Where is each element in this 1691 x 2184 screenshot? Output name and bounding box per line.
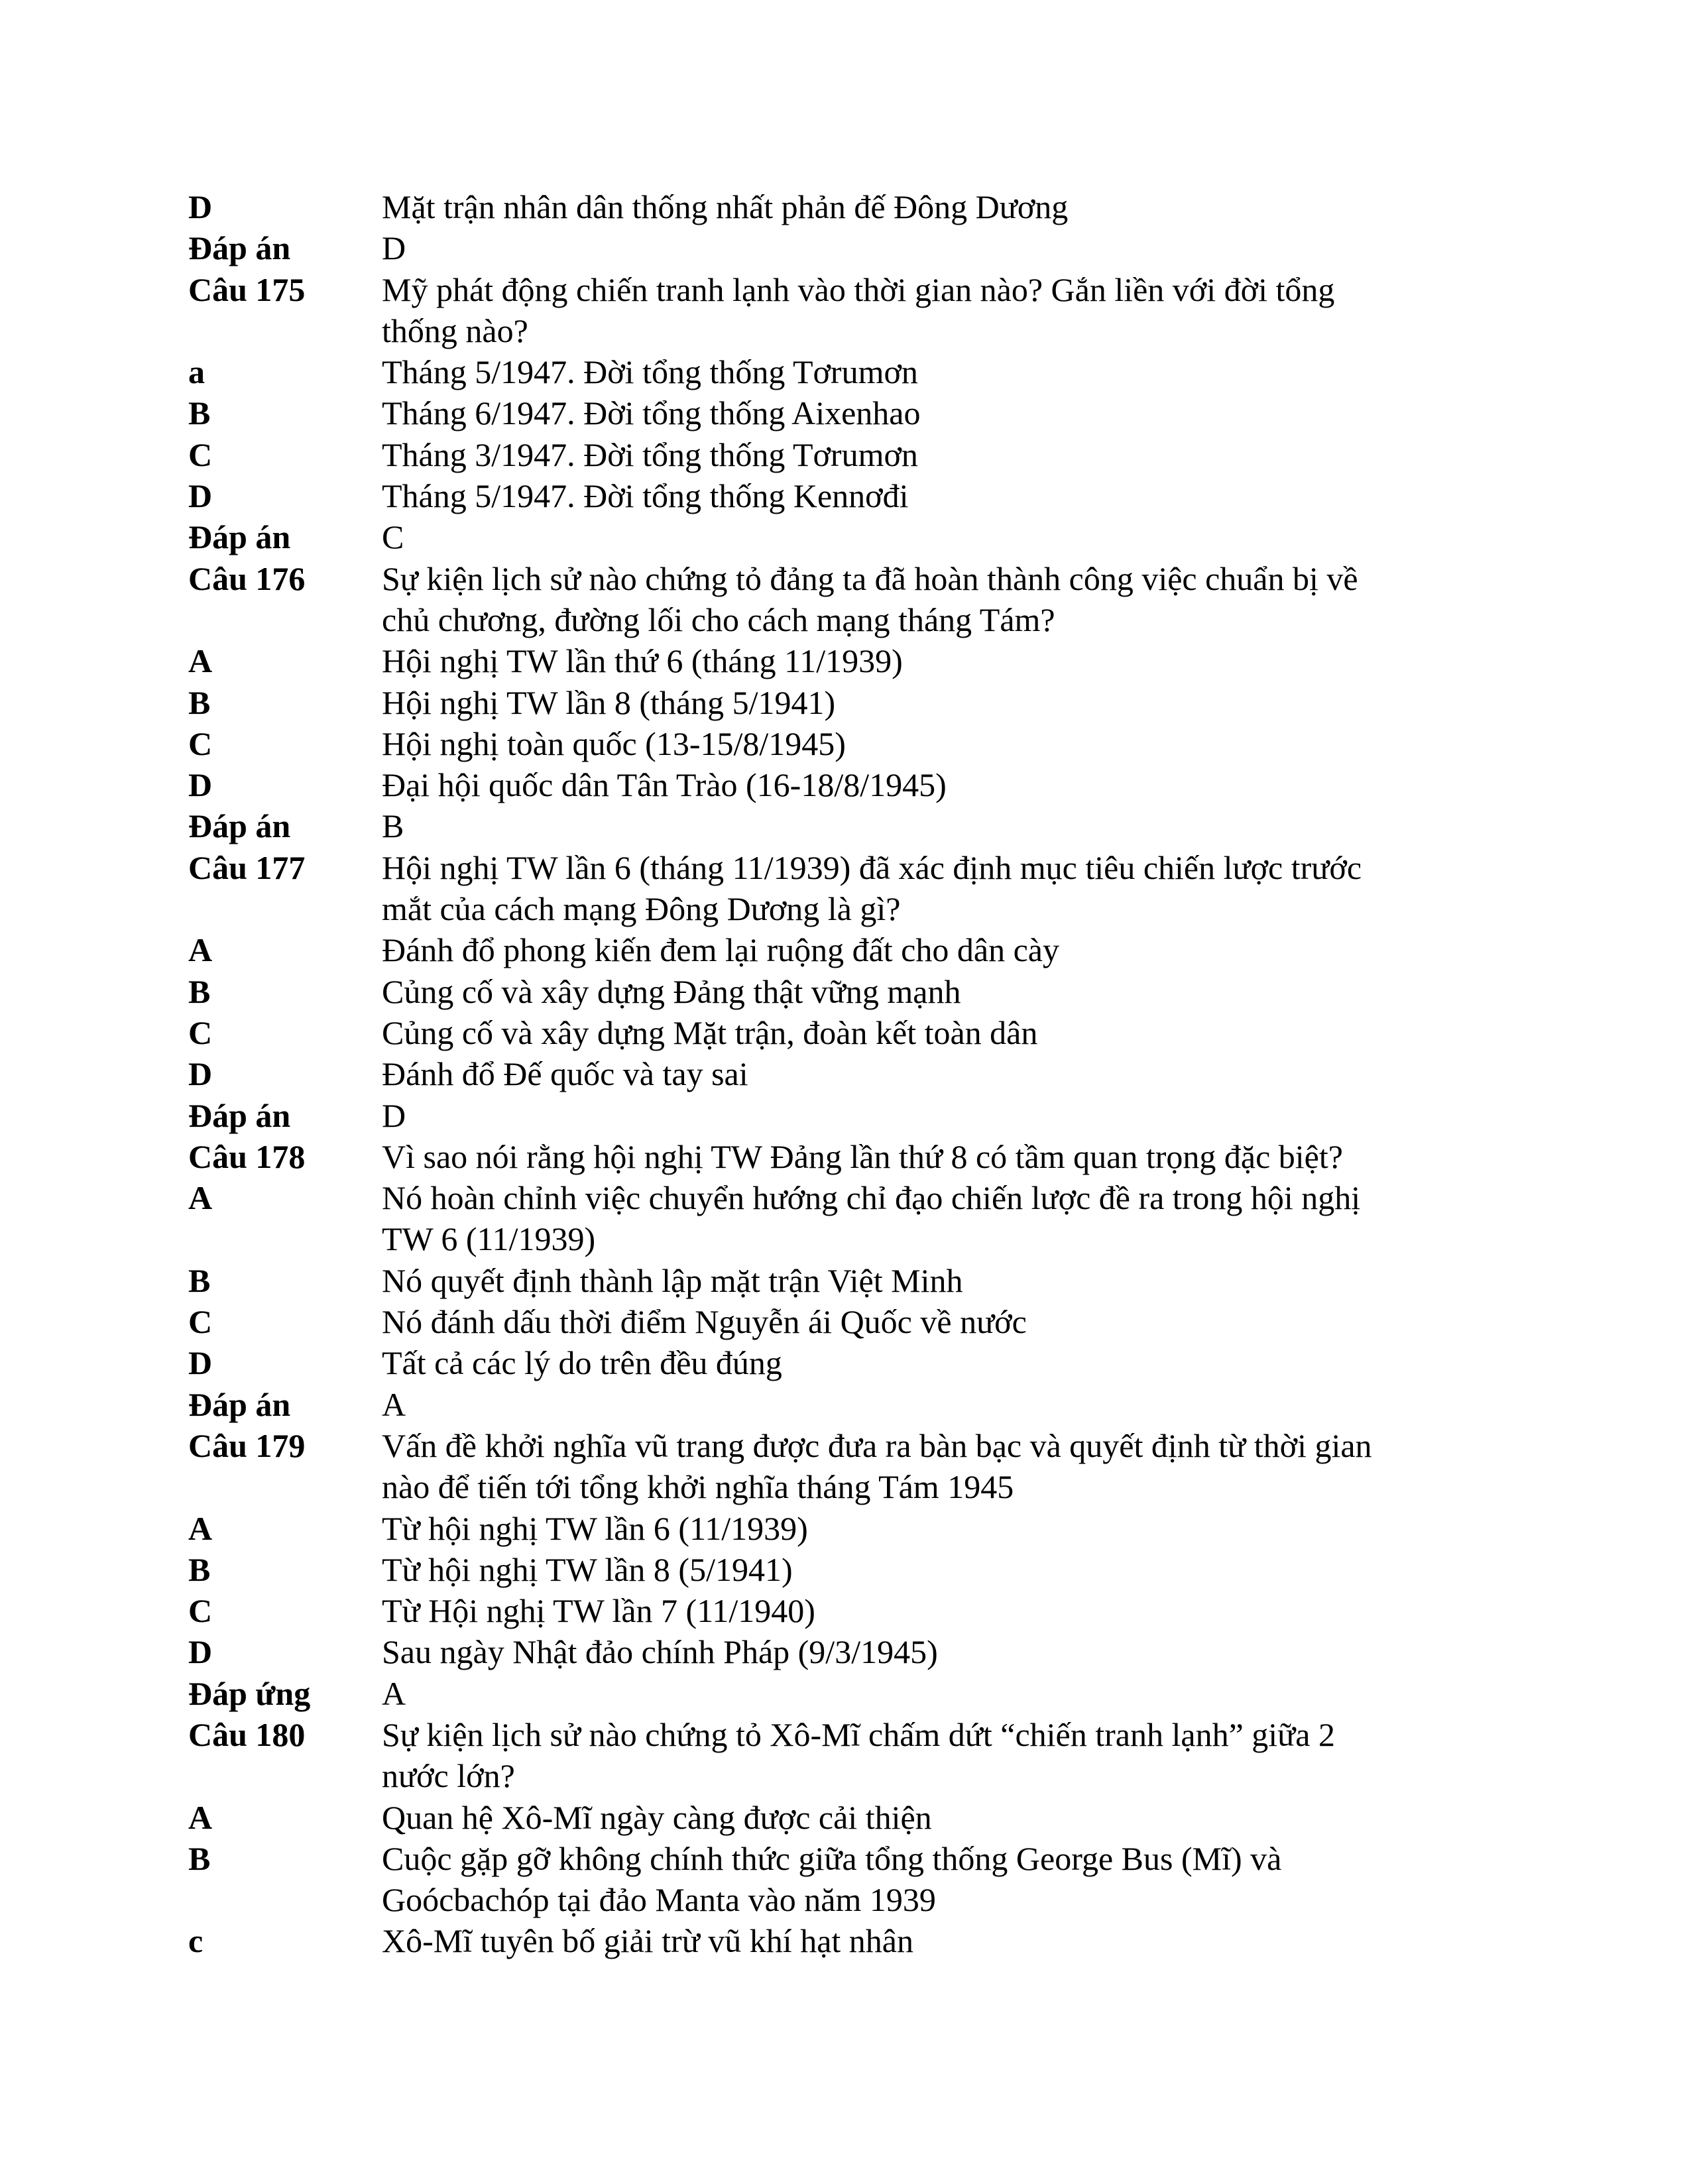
row-text-line: Tháng 5/1947. Đời tổng thống Kennơđi xyxy=(382,477,909,515)
row-label: B xyxy=(188,683,211,721)
question-row xyxy=(188,351,1514,392)
row-text xyxy=(382,1549,1661,1590)
row-text-line: Sự kiện lịch sử nào chứng tỏ Xô-Mĩ chấm dứt “chiến tranh lạnh” giữa 2 xyxy=(382,1715,1335,1753)
question-row xyxy=(188,1260,1514,1301)
row-text-line: B xyxy=(382,807,404,845)
question-row xyxy=(188,1095,1514,1136)
row-label: Đáp án xyxy=(188,1385,291,1423)
question-row xyxy=(188,1838,1514,1921)
row-text xyxy=(382,269,1661,352)
question-row xyxy=(188,1631,1514,1672)
row-label: Câu 175 xyxy=(188,270,306,308)
row-text xyxy=(382,1838,1661,1921)
row-text-line: Vì sao nói rằng hội nghị TW Đảng lần thứ 8 có tầm quan trọng đặc biệt? xyxy=(382,1137,1343,1175)
row-text-line: Đánh đổ Đế quốc và tay sai xyxy=(382,1055,748,1093)
question-row xyxy=(188,1012,1514,1053)
row-text xyxy=(382,434,1661,475)
row-text-line: Hội nghị TW lần 6 (tháng 11/1939) đã xác định mục tiêu chiến lược trước xyxy=(382,848,1362,886)
row-text xyxy=(382,227,1661,268)
row-text xyxy=(382,1012,1661,1053)
row-label: C xyxy=(188,724,213,762)
row-label: Đáp án xyxy=(188,518,291,556)
row-text-line: chủ chương, đường lối cho cách mạng tháng Tám? xyxy=(382,601,1055,638)
row-text-line: Tất cả các lý do trên đều đúng xyxy=(382,1344,782,1382)
row-label: A xyxy=(188,931,213,969)
row-label: D xyxy=(188,1344,213,1382)
question-list xyxy=(188,186,1514,1962)
row-label: Câu 177 xyxy=(188,848,306,886)
question-row xyxy=(188,1714,1514,1797)
row-text xyxy=(382,1673,1661,1714)
question-row xyxy=(188,1508,1514,1549)
question-row xyxy=(188,475,1514,516)
row-text xyxy=(382,1797,1661,1838)
row-text-line: Đánh đổ phong kiến đem lại ruộng đất cho dân cày xyxy=(382,931,1059,969)
row-label: B xyxy=(188,972,211,1010)
row-text-line: nước lớn? xyxy=(382,1757,515,1795)
row-label: D xyxy=(188,188,213,225)
row-text-line: Goócbachóp tại đảo Manta vào năm 1939 xyxy=(382,1881,936,1919)
question-row xyxy=(188,1425,1514,1508)
row-text xyxy=(382,516,1661,557)
question-row xyxy=(188,1920,1514,1961)
row-text-line: Sự kiện lịch sử nào chứng tỏ đảng ta đã hoàn thành công việc chuẩn bị về xyxy=(382,559,1358,597)
row-text xyxy=(382,475,1661,516)
row-label: B xyxy=(188,1839,211,1877)
row-text-line: Cuộc gặp gỡ không chính thức giữa tổng thống George Bus (Mĩ) và xyxy=(382,1839,1282,1877)
row-label: A xyxy=(188,642,213,680)
question-row xyxy=(188,1053,1514,1094)
question-row xyxy=(188,516,1514,557)
row-text xyxy=(382,723,1661,764)
row-label: A xyxy=(188,1179,213,1217)
row-text xyxy=(382,1301,1661,1342)
row-text-line: TW 6 (11/1939) xyxy=(382,1220,596,1258)
question-row xyxy=(188,1384,1514,1425)
row-text xyxy=(382,971,1661,1012)
row-label: D xyxy=(188,1633,213,1671)
question-row xyxy=(188,558,1514,641)
row-label: Câu 178 xyxy=(188,1137,306,1175)
row-text-line: Nó đánh dấu thời điểm Nguyễn ái Quốc về nước xyxy=(382,1303,1027,1341)
row-label: B xyxy=(188,1550,211,1588)
question-row xyxy=(188,682,1514,723)
row-label: Đáp án xyxy=(188,1096,291,1134)
question-row xyxy=(188,805,1514,846)
row-text xyxy=(382,186,1661,227)
row-text xyxy=(382,640,1661,681)
row-label: B xyxy=(188,1261,211,1299)
row-label: A xyxy=(188,1798,213,1836)
question-row xyxy=(188,971,1514,1012)
row-text-line: Hội nghị TW lần 8 (tháng 5/1941) xyxy=(382,683,836,721)
row-label: C xyxy=(188,1303,213,1341)
question-row xyxy=(188,1673,1514,1714)
row-text-line: Nó hoàn chỉnh việc chuyển hướng chỉ đạo chiến lược đề ra trong hội nghị xyxy=(382,1179,1361,1217)
row-text-line: Hội nghị TW lần thứ 6 (tháng 11/1939) xyxy=(382,642,903,680)
row-text xyxy=(382,1342,1661,1383)
row-text-line: Từ hội nghị TW lần 6 (11/1939) xyxy=(382,1509,808,1547)
row-text-line: nào để tiến tới tổng khởi nghĩa tháng Tám 1945 xyxy=(382,1468,1014,1506)
question-row xyxy=(188,1136,1514,1177)
row-text-line: Quan hệ Xô-Mĩ ngày càng được cải thiện xyxy=(382,1798,932,1836)
question-row xyxy=(188,1797,1514,1838)
row-text-line: Nó quyết định thành lập mặt trận Việt Minh xyxy=(382,1261,963,1299)
row-text-line: D xyxy=(382,229,406,267)
row-label: C xyxy=(188,435,213,473)
row-text-line: A xyxy=(382,1674,406,1712)
question-row xyxy=(188,847,1514,930)
row-text xyxy=(382,1920,1661,1961)
row-text-line: Hội nghị toàn quốc (13-15/8/1945) xyxy=(382,724,846,762)
row-text xyxy=(382,1508,1661,1549)
row-text-line: Sau ngày Nhật đảo chính Pháp (9/3/1945) xyxy=(382,1633,938,1671)
question-row xyxy=(188,1342,1514,1383)
row-text-line: Vấn đề khởi nghĩa vũ trang được đưa ra bàn bạc và quyết định từ thời gian xyxy=(382,1426,1372,1464)
row-text-line: Đại hội quốc dân Tân Trào (16-18/8/1945) xyxy=(382,766,947,804)
row-text xyxy=(382,351,1661,392)
row-text-line: Tháng 3/1947. Đời tổng thống Tơrumơn xyxy=(382,435,918,473)
row-text-line: mắt của cách mạng Đông Dương là gì? xyxy=(382,890,901,928)
row-label: Câu 176 xyxy=(188,559,306,597)
row-text-line: thống nào? xyxy=(382,312,528,349)
row-label: A xyxy=(188,1509,213,1547)
row-text-line: D xyxy=(382,1096,406,1134)
row-text xyxy=(382,1053,1661,1094)
question-row xyxy=(188,186,1514,227)
question-row xyxy=(188,434,1514,475)
row-text-line: Củng cố và xây dựng Mặt trận, đoàn kết toàn dân xyxy=(382,1013,1038,1051)
row-label: Đáp án xyxy=(188,807,291,845)
row-text-line: C xyxy=(382,518,404,556)
question-row xyxy=(188,1549,1514,1590)
row-label: D xyxy=(188,1055,213,1093)
row-text xyxy=(382,392,1661,433)
question-row xyxy=(188,227,1514,268)
row-text xyxy=(382,1590,1661,1631)
row-text xyxy=(382,847,1661,930)
question-row xyxy=(188,764,1514,805)
row-label: C xyxy=(188,1592,213,1630)
question-row xyxy=(188,1177,1514,1260)
row-text xyxy=(382,1425,1661,1508)
row-label: Đáp án xyxy=(188,229,291,267)
row-text-line: A xyxy=(382,1385,406,1423)
question-row xyxy=(188,392,1514,433)
row-label: D xyxy=(188,477,213,515)
question-row xyxy=(188,1590,1514,1631)
row-text-line: Tháng 5/1947. Đời tổng thống Tơrumơn xyxy=(382,353,918,391)
row-text xyxy=(382,929,1661,970)
question-row xyxy=(188,1301,1514,1342)
question-row xyxy=(188,640,1514,681)
row-text xyxy=(382,1177,1661,1260)
row-label: Câu 180 xyxy=(188,1715,306,1753)
question-row xyxy=(188,929,1514,970)
row-label: C xyxy=(188,1013,213,1051)
row-label: B xyxy=(188,394,211,432)
row-text xyxy=(382,1095,1661,1136)
row-text xyxy=(382,1631,1661,1672)
row-text xyxy=(382,1384,1661,1425)
row-text xyxy=(382,1136,1661,1177)
row-text-line: Củng cố và xây dựng Đảng thật vững mạnh xyxy=(382,972,961,1010)
row-text-line: Xô-Mĩ tuyên bố giải trừ vũ khí hạt nhân xyxy=(382,1922,913,1960)
row-text-line: Mỹ phát động chiến tranh lạnh vào thời gian nào? Gắn liền với đời tổng xyxy=(382,270,1335,308)
row-text-line: Từ Hội nghị TW lần 7 (11/1940) xyxy=(382,1592,815,1630)
row-text-line: Từ hội nghị TW lần 8 (5/1941) xyxy=(382,1550,793,1588)
row-text xyxy=(382,558,1661,641)
row-label: D xyxy=(188,766,213,804)
row-label: a xyxy=(188,353,205,391)
row-text xyxy=(382,764,1661,805)
row-label: Câu 179 xyxy=(188,1426,306,1464)
question-row xyxy=(188,269,1514,352)
row-text-line: Tháng 6/1947. Đời tổng thống Aixenhao xyxy=(382,394,921,432)
row-text xyxy=(382,1714,1661,1797)
row-label: Đáp ứng xyxy=(188,1674,311,1712)
row-text-line: Mặt trận nhân dân thống nhất phản đế Đông Dương xyxy=(382,188,1069,225)
row-text xyxy=(382,805,1661,846)
row-label: c xyxy=(188,1922,204,1960)
question-row xyxy=(188,723,1514,764)
row-text xyxy=(382,682,1661,723)
row-text xyxy=(382,1260,1661,1301)
